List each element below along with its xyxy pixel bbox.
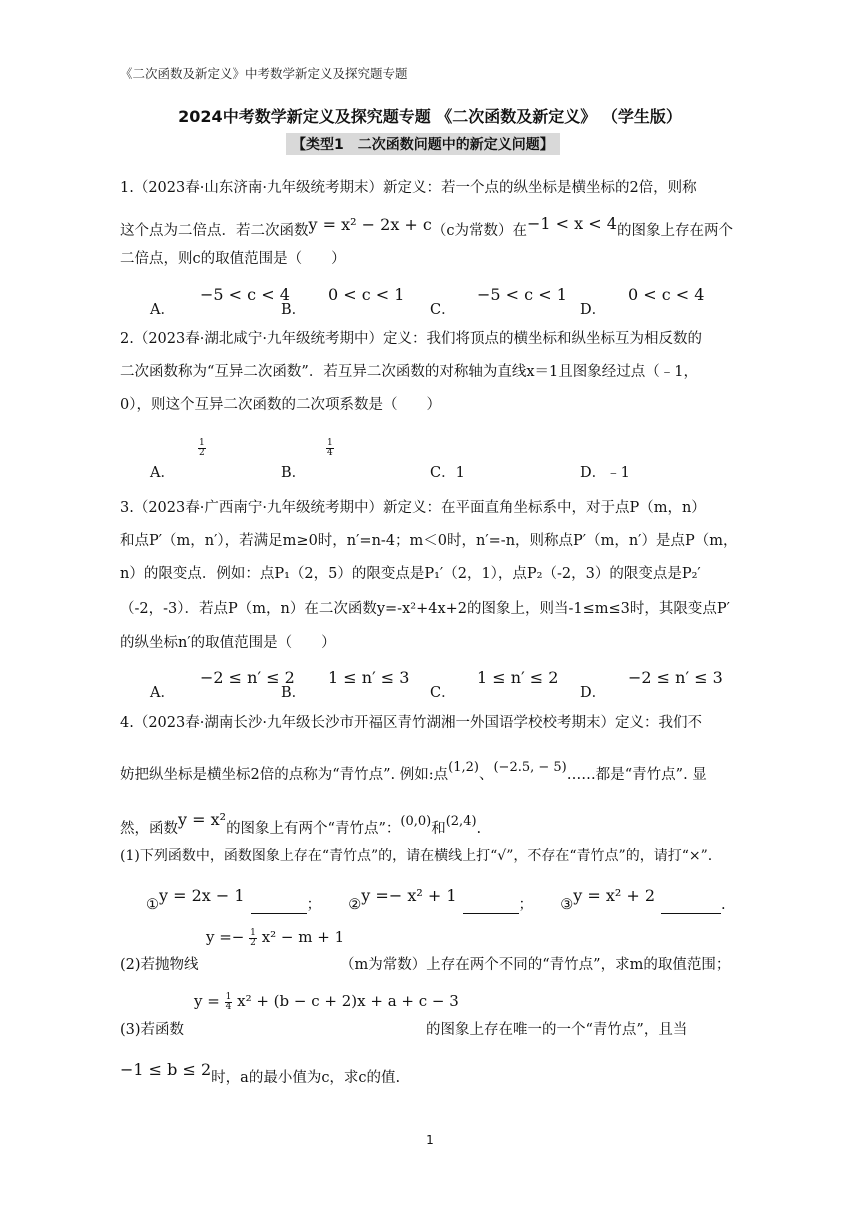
q4-f3-label: ③ [560, 897, 574, 913]
q3-option-b-label: B． [281, 685, 307, 701]
q4-p2-f2: x² − m + 1 [261, 928, 345, 946]
q4-part2-text: （m为常数）上存在两个不同的“青竹点”，求m的取值范围； [340, 957, 731, 973]
q2-b-denominator: 4 [327, 448, 333, 458]
q4-text-b: ……都是“青竹点”. 显 [566, 767, 707, 783]
q4-p2-numerator: 1 [250, 927, 256, 938]
page-number: 1 [426, 1133, 434, 1147]
q4-f3-answer-blank[interactable] [661, 899, 721, 914]
q2-option-b-label: B． [281, 465, 307, 481]
q1-option-d: 0 < c < 4 [628, 285, 705, 304]
q4-p3-f1: y = [194, 992, 220, 1010]
q2-option-c: C．1 [430, 465, 465, 481]
q1-text-c: 的图象上存在两个 [616, 223, 733, 239]
q2-line2: 二次函数称为“互异二次函数”．若互异二次函数的对称轴为直线x＝1且图象经过点（﹣1， [120, 364, 698, 380]
q4-p3-denominator: 4 [225, 1001, 232, 1012]
q4-point-1: (1,2) [448, 760, 479, 775]
q4-part3-formula [194, 992, 459, 1012]
q2-option-b-fraction [326, 438, 334, 458]
q4-f1-label: ① [146, 897, 159, 913]
q3-option-b: 1 ≤ n′ ≤ 3 [328, 668, 410, 687]
q4-function-row [146, 886, 726, 914]
q4-text-d: 的图象上有两个“青竹点”： [226, 821, 401, 837]
q2-option-a-fraction [198, 438, 206, 458]
q4-f1-semi: ； [306, 897, 322, 913]
q4-p3-text-c: 时，a的最小值为c，求c的值. [211, 1070, 401, 1086]
q4-f2-answer-blank[interactable] [463, 899, 519, 914]
q4-point-3: (0,0) [400, 814, 432, 829]
q2-option-a-label: A． [150, 465, 175, 481]
q4-part3-line2 [120, 1060, 400, 1087]
q4-f1: y = 2x − 1 [159, 886, 245, 905]
q1-option-b-label: B． [281, 302, 307, 318]
q2-line1: 2.（2023春·湖北咸宁·九年级统考期中）定义：我们将顶点的横坐标和纵坐标互为相反数的 [120, 331, 702, 347]
q4-text-a: 妨把纵坐标是横坐标2倍的点称为“青竹点”. 例如:点 [120, 767, 449, 783]
q1-line2 [120, 214, 733, 240]
q4-text-c: 然，函数 [120, 821, 178, 837]
document-title: 2024中考数学新定义及探究题专题 《二次函数及新定义》 （学生版） [178, 107, 682, 126]
page-header: 《二次函数及新定义》中考数学新定义及探究题专题 [120, 66, 408, 81]
q3-line5: 的纵坐标n′的取值范围是（ ） [120, 635, 336, 651]
q3-line3: n）的限变点．例如：点P₁（2，5）的限变点是P₁′（2，1），点P₂（-2，3）的限变点是P₂′ [120, 566, 701, 582]
q3-line1: 3.（2023春·广西南宁·九年级统考期中）新定义：在平面直角坐标系中，对于点P（m，n） [120, 500, 706, 516]
q3-option-c-label: C． [430, 685, 456, 701]
q4-line1: 4.（2023春·湖南长沙·九年级长沙市开福区青竹湖湘一外国语学校校考期末）定义：我们不 [120, 715, 702, 731]
q4-point-4: (2,4) [445, 814, 477, 829]
q1-line3: 二倍点，则c的取值范围是（ ） [120, 251, 346, 267]
q4-line3 [120, 810, 481, 838]
q2-line3: 0），则这个互异二次函数的二次项系数是（ ） [120, 397, 441, 413]
q4-p3-f2: x² + (b − c + 2)x + a + c − 3 [237, 992, 459, 1010]
q4-f2-semi: ； [518, 897, 534, 913]
q4-func: y = x² [178, 810, 227, 829]
q3-line2: 和点P′（m，n′），若满足m≥0时，n′=n-4；m＜0时，n′=-n，则称点P′（m，n′）是点P（m， [120, 533, 738, 549]
q2-a-denominator: 2 [199, 448, 205, 458]
q3-option-a: −2 ≤ n′ ≤ 2 [200, 668, 295, 687]
q3-option-a-label: A． [150, 685, 175, 701]
q1-option-a-label: A． [150, 302, 175, 318]
q1-formula: y = x² − 2x + c [308, 215, 432, 234]
q1-text-a: 这个点为二倍点．若二次函数 [120, 223, 309, 239]
q1-option-d-label: D． [580, 302, 607, 318]
q4-part2-label: (2)若抛物线 [120, 957, 199, 973]
q3-option-d: −2 ≤ n′ ≤ 3 [628, 668, 723, 687]
q1-option-c: −5 < c < 1 [477, 285, 567, 304]
q1-option-b: 0 < c < 1 [328, 285, 405, 304]
q2-a-numerator: 1 [199, 438, 205, 448]
q4-part1: (1)下列函数中，函数图象上存在“青竹点”的，请在横线上打“√”，不存在“青竹点”的，请打“×”. [120, 848, 713, 864]
q4-separator: 、 [478, 767, 494, 783]
q4-line2 [120, 760, 707, 784]
q4-period: . [476, 821, 482, 837]
q4-f2-label: ② [348, 897, 362, 913]
q3-option-d-label: D． [580, 685, 607, 701]
q4-end: . [721, 897, 726, 913]
q1-option-c-label: C． [430, 302, 456, 318]
q3-option-c: 1 ≤ n′ ≤ 2 [477, 668, 559, 687]
q4-part2-formula [206, 928, 344, 948]
q3-line4: （-2，-3）．若点P（m，n）在二次函数y=-x²+4x+2的图象上，则当-1≤m≤3时，其限变点P′ [120, 601, 730, 617]
q4-p3-numerator: 1 [225, 991, 232, 1002]
q4-point-2: (−2.5, − 5) [493, 760, 567, 775]
q1-line1: 1.（2023春·山东济南·九年级统考期末）新定义：若一个点的纵坐标是横坐标的2倍，则称 [120, 180, 697, 196]
q4-part3-text: 的图象上存在唯一的一个“青竹点”，且当 [426, 1022, 688, 1038]
q4-f3: y = x² + 2 [573, 886, 656, 905]
q4-f2: y =− x² + 1 [361, 886, 457, 905]
q4-and: 和 [431, 821, 446, 837]
q2-option-d: D．﹣1 [580, 465, 630, 481]
q2-b-numerator: 1 [327, 438, 333, 448]
q1-option-a: −5 < c < 4 [200, 285, 290, 304]
q4-p2-f1: y =− [206, 928, 245, 946]
section-heading: 【类型1 二次函数问题中的新定义问题】 [286, 133, 560, 155]
q4-part3-label: (3)若函数 [120, 1022, 185, 1038]
q4-p2-denominator: 2 [250, 937, 256, 948]
q4-p3-range: −1 ≤ b ≤ 2 [120, 1060, 212, 1079]
q1-range: −1 < x < 4 [527, 214, 617, 233]
q1-text-b: （c为常数）在 [431, 223, 527, 239]
q4-f1-answer-blank[interactable] [251, 899, 307, 914]
